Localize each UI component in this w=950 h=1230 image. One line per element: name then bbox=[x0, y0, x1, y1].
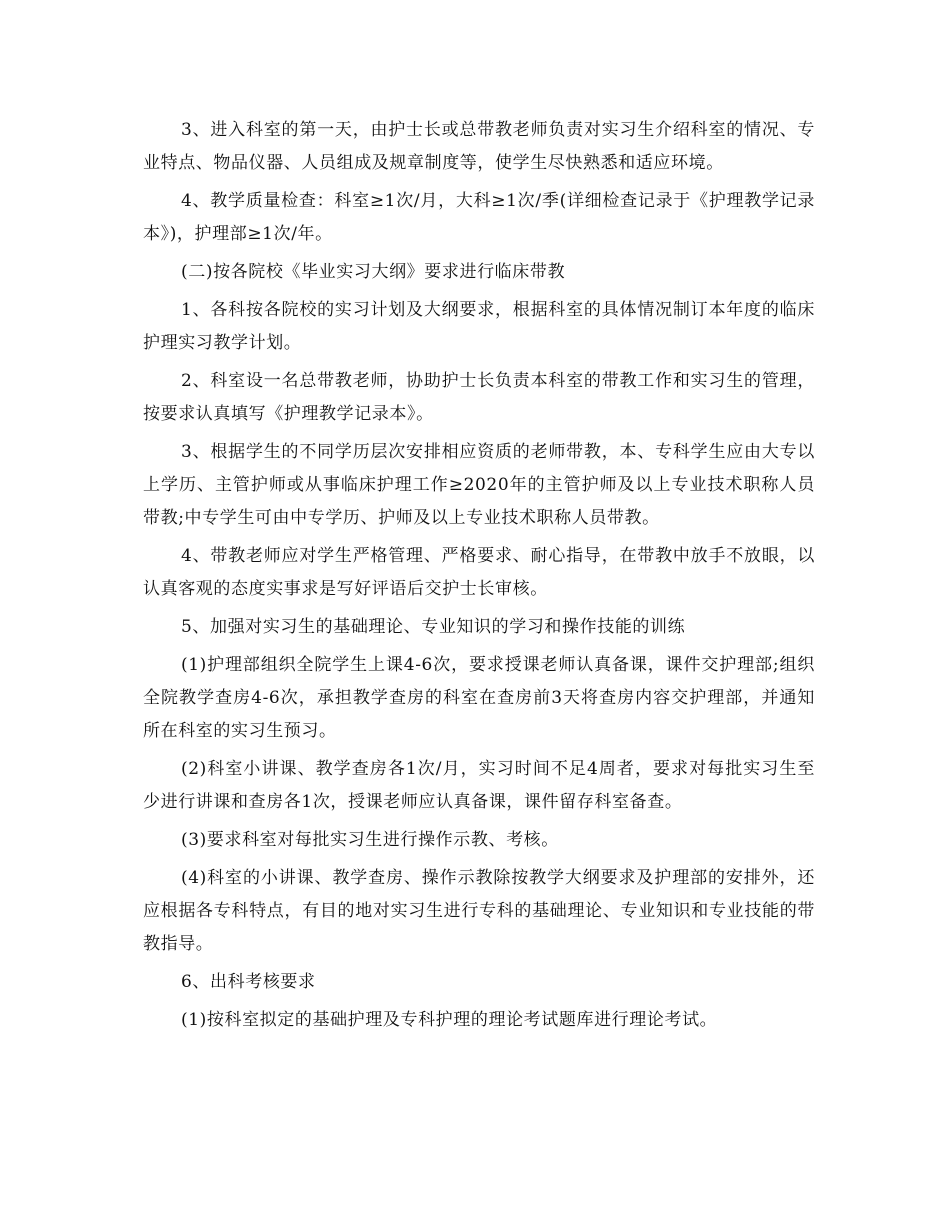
paragraph-quality-check: 4、教学质量检查：科室≥1次/月，大科≥1次/季(详细检查记录于《护理教学记录本》)，护理部≥1次/年。 bbox=[143, 191, 815, 244]
paragraph-instructor-duties: 4、带教老师应对学生严格管理、严格要求、耐心指导，在带教中放手不放眼，以认真客观的态度实事求是写好评语后交护士长审核。 bbox=[143, 546, 815, 599]
paragraph-nursing-dept-lectures: (1)护理部组织全院学生上课4-6次，要求授课老师认真备课，课件交护理部;组织全院教学查房4-6次，承担教学查房的科室在查房前3天将查房内容交护理部，并通知所在科室的实习生预习。 bbox=[143, 655, 815, 741]
paragraph-orientation: 3、进入科室的第一天，由护士长或总带教老师负责对实习生介绍科室的情况、专业特点、物品仪器、人员组成及规章制度等，使学生尽快熟悉和适应环境。 bbox=[143, 120, 815, 173]
paragraph-exit-assessment: 6、出科考核要求 bbox=[181, 972, 316, 992]
paragraph-chief-instructor: 2、科室设一名总带教老师，协助护士长负责本科室的带教工作和实习生的管理，按要求认真填写《护理教学记录本》。 bbox=[143, 371, 815, 424]
document-body bbox=[143, 114, 815, 1042]
paragraph-teaching-plan: 1、各科按各院校的实习计划及大纲要求，根据科室的具体情况制订本年度的临床护理实习教学计划。 bbox=[143, 300, 815, 353]
paragraph-instructor-qualification: 3、根据学生的不同学历层次安排相应资质的老师带教，本、专科学生应由大专以上学历、主管护师或从事临床护理工作≥2020年的主管护师及以上专业技术职称人员带教;中专学生可由中专学历、护师及以上专业技术职称人员带教。 bbox=[143, 442, 815, 528]
paragraph-specialty-guidance: (4)科室的小讲课、教学查房、操作示教除按教学大纲要求及护理部的安排外，还应根据各专科特点，有目的地对实习生进行专科的基础理论、专业知识和专业技能的带教指导。 bbox=[143, 868, 815, 954]
paragraph-department-lectures: (2)科室小讲课、教学查房各1次/月，实习时间不足4周者，要求对每批实习生至少进行讲课和查房各1次，授课老师应认真备课，课件留存科室备查。 bbox=[143, 759, 815, 812]
section-heading-clinical-teaching: (二)按各院校《毕业实习大纲》要求进行临床带教 bbox=[181, 262, 566, 282]
paragraph-demonstration: (3)要求科室对每批实习生进行操作示教、考核。 bbox=[181, 830, 559, 850]
paragraph-theory-exam: (1)按科室拟定的基础护理及专科护理的理论考试题库进行理论考试。 bbox=[181, 1010, 718, 1030]
paragraph-skills-training: 5、加强对实习生的基础理论、专业知识的学习和操作技能的训练 bbox=[181, 617, 686, 637]
